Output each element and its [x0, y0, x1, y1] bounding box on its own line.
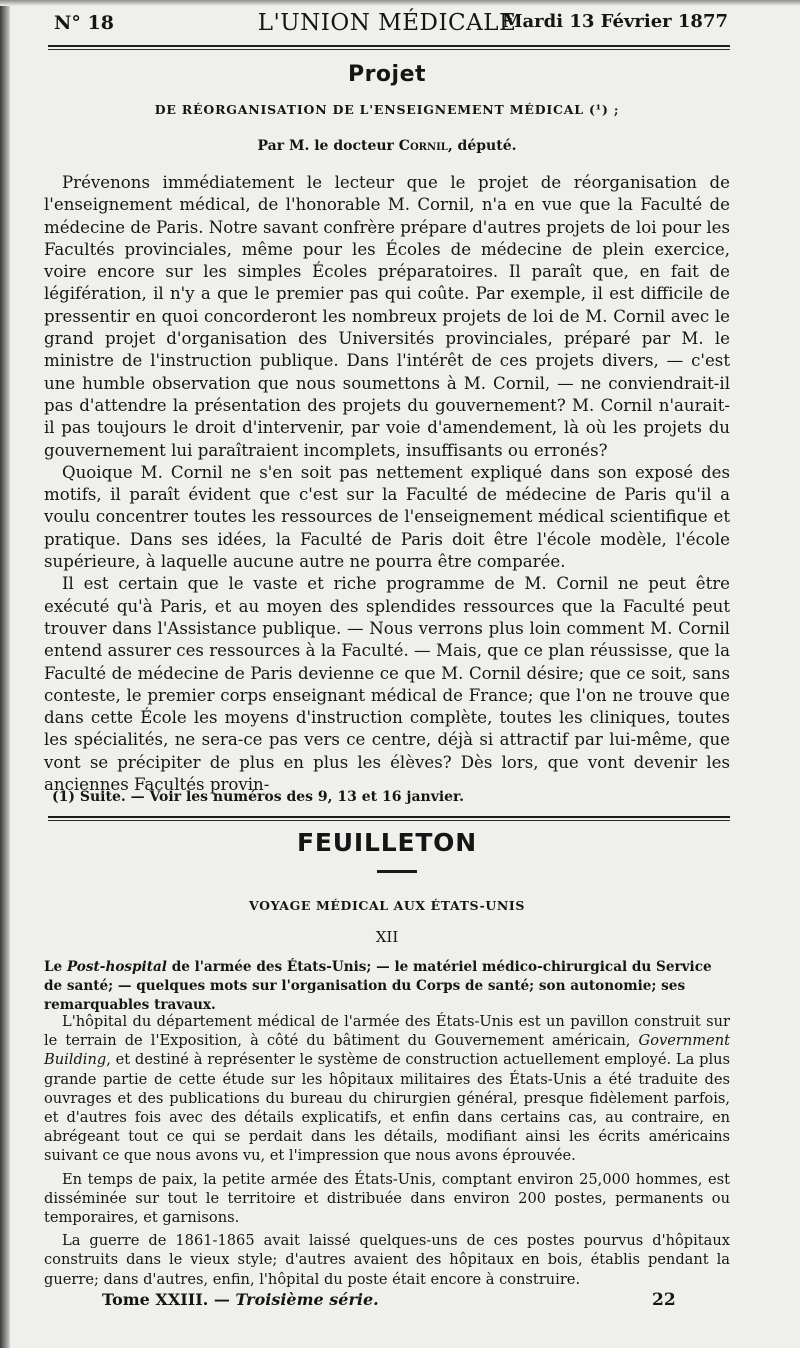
summary-lead: Le [44, 959, 67, 975]
header-rule-bottom [48, 49, 730, 50]
feuilleton-rule-bottom [48, 820, 730, 821]
byline-suffix: , député. [447, 138, 517, 154]
byline-author: Cornil [398, 138, 448, 154]
p1-italic: Government Building [44, 1032, 730, 1069]
feuilleton-divider [377, 870, 417, 873]
feuilleton-paragraph [44, 1012, 730, 1166]
byline-prefix: Par M. le docteur [257, 138, 399, 154]
feuilleton-body [44, 1012, 730, 1293]
feuilleton-rule-top [48, 816, 730, 818]
journal-title: L'UNION MÉDICALE [257, 10, 517, 36]
issue-number: N° 18 [54, 12, 114, 34]
article-paragraph: Prévenons immédiatement le lecteur que le projet de réorganisation de l'enseignement médical, de l'honorable M. Cornil, n'a en vue que la Faculté de médecine de Paris. Notre savant confrère prépare d'autres projets de loi pour les Facultés provinciales, même pour les Écoles de médecine de plein exercice, voire encore sur les simples Écoles préparatoires. Il paraît que, en fait de légifération, il n'y a que le premier pas qui coûte. Par exemple, il est difficile de pressentir en quoi concorderont les nombreux projets de loi de M. Cornil avec le grand projet d'organisation des Universités provinciales, préparé par M. le ministre de l'instruction publique. Dans l'intérêt de ces projets divers, — c'est une humble observation que nous soumettons à M. Cornil, — ne conviendrait-il pas d'attendre la présentation des projets du gouvernement? M. Cornil n'aurait-il pas toujours le droit d'intervenir, par voie d'amendement, là où les projets du gouvernement lui paraîtraient incomplets, insuffisants ou erronés? [44, 173, 730, 460]
article-footnote: (1) Suite. — Voir les numéros des 9, 13 et 16 janvier. [52, 789, 465, 805]
article-byline [44, 138, 730, 154]
feuilleton-title: FEUILLETON [297, 828, 477, 857]
volume-label: Tome XXIII. — [102, 1290, 236, 1309]
series-title: VOYAGE MÉDICAL AUX ÉTATS-UNIS [249, 898, 525, 913]
chapter-summary [44, 958, 730, 1015]
article-subtitle: DE RÉORGANISATION DE L'ENSEIGNEMENT MÉDICAL (¹) ; [154, 102, 620, 117]
article-paragraph: Il est certain que le vaste et riche programme de M. Cornil ne peut être exécuté qu'à Paris, et au moyen des splendides ressources que la Faculté peut trouver dans l'Assistance publique. — Nous verrons plus loin comment M. Cornil entend assurer ces ressources à la Faculté. — Mais, que ce plan réussisse, que la Faculté de médecine de Paris devienne ce que M. Cornil désire; que ce soit, sans conteste, le premier corps enseignant médical de France; que l'on ne trouve que dans cette École les moyens d'instruction complète, toutes les cliniques, toutes les spécialités, ne sera-ce pas vers ce centre, déjà si attractif par lui-même, que vont se précipiter de plus en plus les élèves? Dès lors, que vont devenir les anciennes Facultés provin- [44, 574, 730, 795]
feuilleton-paragraph: La guerre de 1861-1865 avait laissé quelques-uns de ces postes pourvus d'hôpitaux construits dans le vieux style; d'autres avaient des hôpitaux en bois, établis pendant la guerre; dans d'autres, enfin, l'hôpital du poste était encore à construire. [44, 1232, 730, 1288]
summary-italic: Post-hospital [66, 959, 167, 975]
article-body [44, 172, 730, 796]
series-label: Troisième série. [235, 1290, 379, 1309]
page-binding-shadow [0, 0, 10, 1348]
article-paragraph: Quoique M. Cornil ne s'en soit pas nettement expliqué dans son exposé des motifs, il paraît évident que c'est sur la Faculté de médecine de Paris qu'il a voulu concentrer toutes les ressources de l'enseignement médical scientifique et pratique. Dans ses idées, la Faculté de Paris doit être l'école modèle, l'école supérieure, à laquelle aucune autre ne pourra être comparée. [44, 462, 730, 572]
article-title: Projet [347, 62, 427, 87]
page-footer [44, 1290, 730, 1314]
p1-end: , et destiné à représenter le système de construction actuellement employé. La plus grande partie de cette étude sur les hôpitaux militaires des États-Unis a été traduite des ouvrages et des publications du bureau du chirurgien général, presque fidèlement parfois, et d'autres fois avec des détails explicatifs, et enfin dans certains cas, au contraire, en abrégeant tout ce qui se perdait dans les détails, modifiant ainsi les écrits américains suivant ce que nous avons vu, et l'impression que nous avons éprouvée. [44, 1051, 730, 1165]
running-header [44, 6, 730, 36]
summary-rest: de l'armée des États-Unis; — le matériel médico-chirurgical du Service de santé; — quelques mots sur l'organisation du Corps de santé; son autonomie; ses remarquables travaux. [44, 959, 712, 1013]
volume-info [102, 1290, 379, 1309]
p1-start: L'hôpital du département médical de l'armée des États-Unis est un pavillon construit sur le terrain de l'Exposition, à côté du bâtiment du Gouvernement américain, [44, 1013, 730, 1050]
issue-date: Mardi 13 Février 1877 [502, 11, 728, 32]
page-number: 22 [652, 1290, 676, 1310]
header-rule-top [48, 45, 730, 47]
feuilleton-paragraph: En temps de paix, la petite armée des États-Unis, comptant environ 25,000 hommes, est disséminée sur tout le territoire et distribuée dans environ 200 postes, permanents ou temporaires, et garnisons. [44, 1170, 730, 1227]
chapter-number: XII [375, 928, 399, 946]
